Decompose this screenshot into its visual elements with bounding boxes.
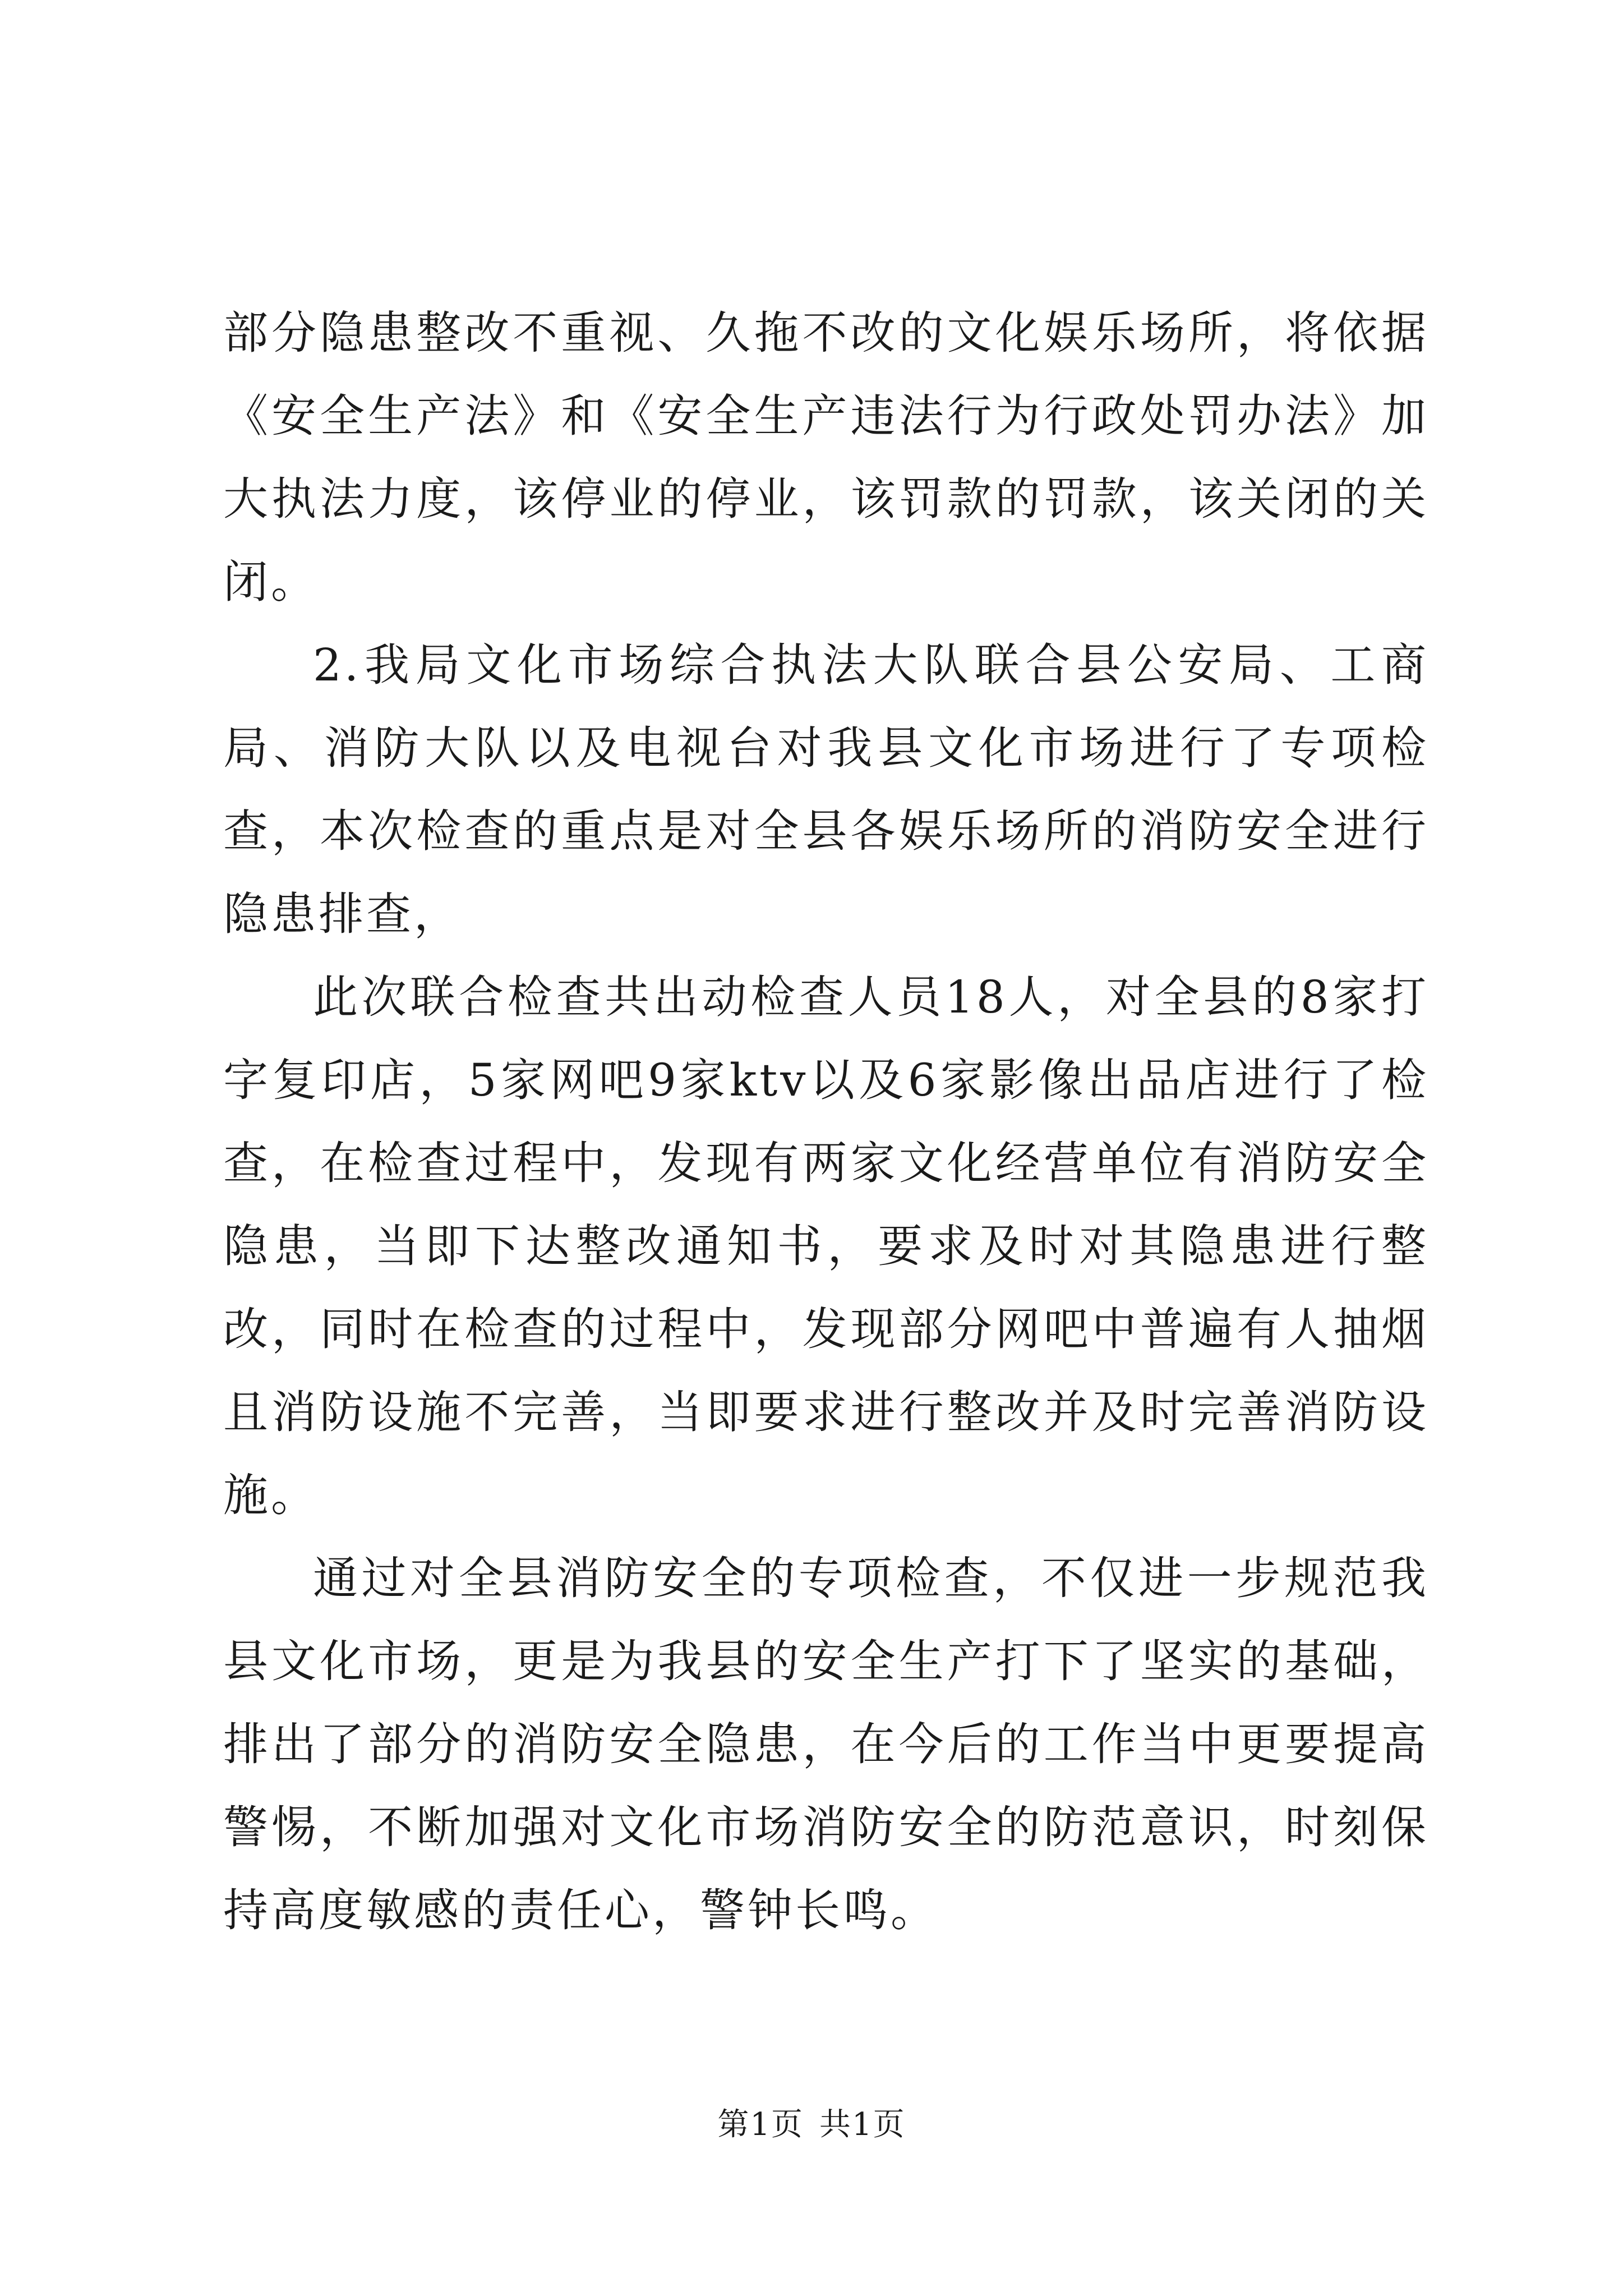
- paragraph-conclusion: 通过对全县消防安全的专项检查，不仅进一步规范我县文化市场，更是为我县的安全生产打下了坚实的基础，排出了部分的消防安全隐患，在今后的工作当中更要提高警惕，不断加强对文化市场消防安全的防范意识，时刻保持高度敏感的责任心，警钟长鸣。: [223, 1552, 1429, 1936]
- paragraph-inspection: 2.我局文化市场综合执法大队联合县公安局、工商局、消防大队以及电视台对我县文化市场进行了专项检查，本次检查的重点是对全县各娱乐场所的消防安全进行隐患排查，: [223, 639, 1429, 940]
- page-footer: [0, 2102, 1623, 2147]
- paragraph-continuation: 部分隐患整改不重视、久拖不改的文化娱乐场所，将依据《安全生产法》和《安全生产违法行为行政处罚办法》加大执法力度，该停业的停业，该罚款的罚款，该关闭的关闭。: [223, 307, 1429, 608]
- page-total: 共1页: [819, 2106, 906, 2143]
- page-number: 第1页: [717, 2106, 804, 2143]
- paragraph-joint-check: 此次联合检查共出动检查人员18人，对全县的8家打字复印店，5家网吧9家ktv以及6家影像出品店进行了检查，在检查过程中，发现有两家文化经营单位有消防安全隐患，当即下达整改通知书，要求及时对其隐患进行整改，同时在检查的过程中，发现部分网吧中普遍有人抽烟且消防设施不完善，当即要求进行整改并及时完善消防设施。: [223, 971, 1429, 1521]
- document-body: [223, 292, 1429, 1952]
